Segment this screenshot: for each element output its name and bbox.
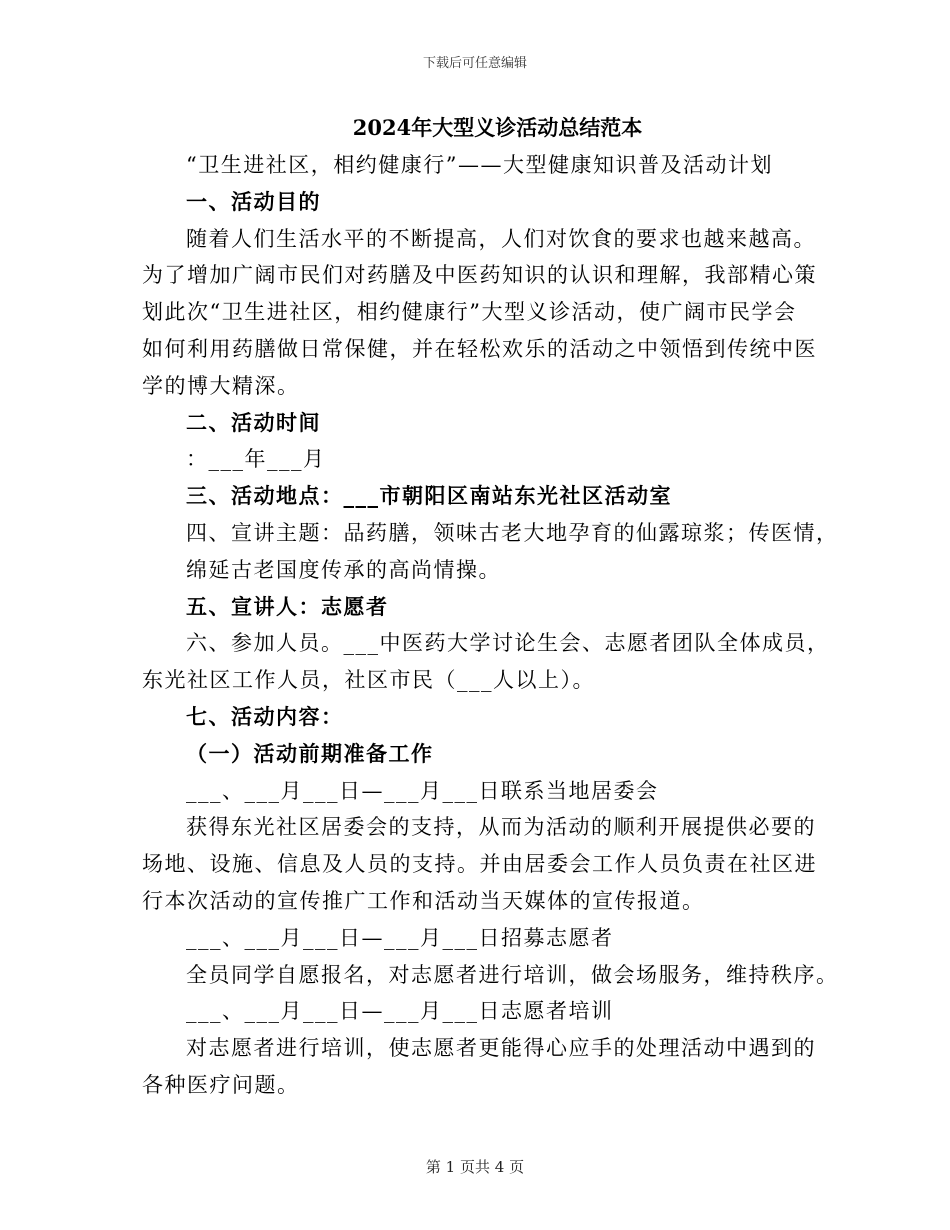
body-line: 东光社区工作人员，社区市民（___人以上）。 (142, 668, 595, 693)
body-line: 行本次活动的宣传推广工作和活动当天媒体的宣传报道。 (142, 888, 705, 913)
body-line: “卫生进社区，相约健康行”——大型健康知识普及活动计划 (186, 153, 773, 177)
body-line: 为了增加广阔市民们对药膳及中医药知识的认识和理解，我部精心策 (142, 263, 817, 288)
body-line: 绵延古老国度传承的高尚情操。 (186, 557, 501, 582)
section-heading: 一、活动目的 (186, 188, 321, 214)
body-line: ___、___月___日—___月___日志愿者培训 (186, 999, 614, 1024)
body-line: ___、___月___日—___月___日招募志愿者 (186, 925, 614, 950)
section-heading: 二、活动时间 (186, 409, 321, 435)
page-header: 下载后可任意编辑 (422, 56, 527, 71)
section-heading: 七、活动内容： (186, 703, 344, 729)
body-line: 全员同学自愿报名，对志愿者进行培训，做会场服务，维持秩序。 (186, 962, 839, 987)
body-line: 对志愿者进行培训，使志愿者更能得心应手的处理活动中遇到的 (186, 1036, 816, 1061)
body-line: 四、宣讲主题：品药膳，领味古老大地孕育的仙露琼浆；传医情， (186, 520, 839, 545)
body-line: 如何利用药膳做日常保健，并在轻松欢乐的活动之中领悟到传统中医 (142, 336, 817, 361)
body-line: 获得东光社区居委会的支持，从而为活动的顺利开展提供必要的 (186, 815, 816, 840)
subsection-heading: （一）活动前期准备工作 (186, 740, 434, 766)
body-line: 划此次“卫生进社区，相约健康行”大型义诊活动，使广阔市民学会 (142, 300, 797, 325)
page-footer: 第 1 页共 4 页 (425, 1158, 525, 1176)
body-line: 随着人们生活水平的不断提高，人们对饮食的要求也越来越高。 (186, 226, 816, 251)
body-line: ___、___月___日—___月___日联系当地居委会 (186, 778, 659, 803)
section-heading: 三、活动地点：___市朝阳区南站东光社区活动室 (186, 483, 672, 509)
body-line: 各种医疗问题。 (142, 1072, 300, 1097)
body-line: 六、参加人员。___中医药大学讨论生会、志愿者团队全体成员， (186, 631, 830, 656)
document-title: 2024年大型义诊活动总结范本 (352, 115, 643, 140)
section-heading: 五、宣讲人：志愿者 (186, 593, 389, 619)
body-line: ：___年___月 (186, 447, 326, 472)
document-body (142, 147, 839, 1104)
body-line: 场地、设施、信息及人员的支持。并由居委会工作人员负责在社区进 (142, 852, 817, 877)
body-line: 学的博大精深。 (142, 373, 300, 398)
